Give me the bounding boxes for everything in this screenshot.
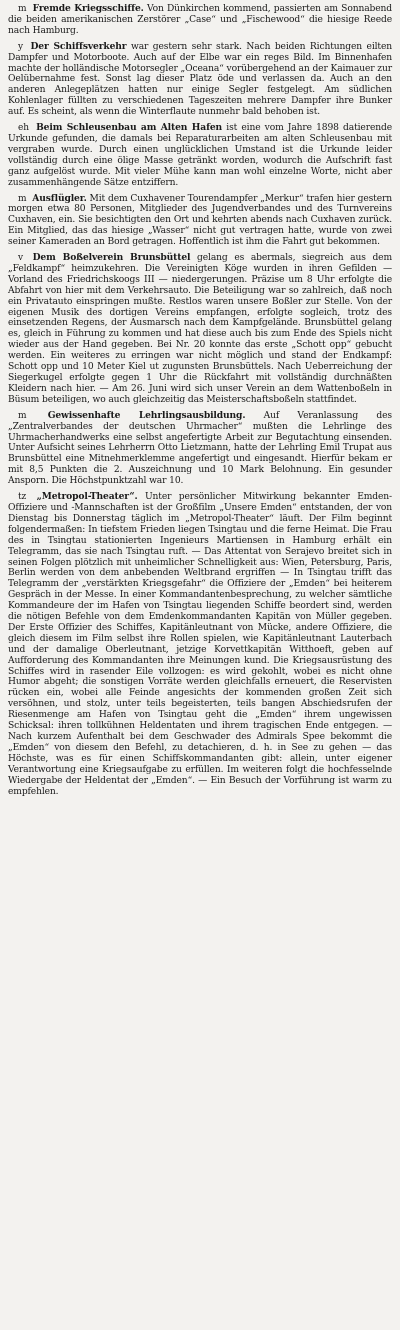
author-marker: m xyxy=(18,193,27,204)
article-headline: „Metropol-Theater“. xyxy=(36,491,138,503)
article-body: Mit dem Cuxhavener Tourendampfer „Merkur“ trafen hier gestern morgen etwa 80 Personen, Mitglieder des Jugendverbandes und des Turnvereins Cuxhaven, ein. Sie besichtigten den Ort und kehrten abends nach Cuxhaven zurück. Ein Mitglied, das das hiesige „Wasser“ nicht gut vertragen hatte, wurde von zwei seiner Kameraden an Bord getragen. Hoffentlich ist ihm die Fahrt gut bekommen. xyxy=(8,193,392,248)
article-schiffsverkehr xyxy=(8,42,392,118)
author-marker: eh xyxy=(18,123,29,134)
article-headline: Ausflügler. xyxy=(32,192,87,204)
article-fremde-kriegsschiffe xyxy=(8,4,392,37)
article-body: ist eine vom Jahre 1898 datierende Urkunde gefunden, die damals bei Reparaturarbeiten am alten Schleusenbau mit vergraben wurde. Durch einen unglücklichen Umstand ist die Urkunde leider vollständig durch eine ölige Masse getränkt worden, wodurch die Aufschrift fast ganz aufgelöst wurde. Mit vieler Mühe kann man wohl einzelne Worte, nicht aber zusammenhängende Sätze entziffern. xyxy=(8,123,392,188)
article-paragraph xyxy=(8,411,392,487)
author-marker: v xyxy=(18,253,23,264)
author-marker: y xyxy=(18,41,23,52)
article-lehrlingsausbildung xyxy=(8,411,392,487)
article-paragraph xyxy=(8,42,392,118)
article-headline: Der Schiffsverkehr xyxy=(30,40,127,52)
article-body: Von Dünkirchen kommend, passierten am Sonnabend die beiden amerikanischen Zerstörer „Case“ und „Fischewood“ die hiesige Reede nach Hamburg. xyxy=(8,4,393,36)
author-marker: tz xyxy=(18,492,27,503)
article-headline: Beim Schleusenbau am Alten Hafen xyxy=(36,122,223,134)
author-marker: m xyxy=(18,410,27,421)
article-bosselverein xyxy=(8,253,392,406)
article-body: Unter persönlicher Mitwirkung bekannter Emden-Offiziere und -Mannschaften ist der Großfilm „Unsere Emden“ entstanden, der von Dienstag bis Donnerstag täglich im „Metropol-Theater“ läuft. Der Film beginnt folgendermaßen: In tiefstem Frieden liegen Tsingtau und die ferne Heimat. Die Frau des in Tsingtau stationierten Ingenieurs Martiensen in Hamburg erhält ein Telegramm, das sie nach Tsingtau ruft. — Das Attentat von Serajevo breitet sich in seinen Folgen plötzlich mit unheimlicher Schnelligkeit aus: Wien, Petersburg, Paris, Berlin werden von dem anbebenden Weltbrand ergriffen — In Tsingtau trifft das Telegramm der „verstärkten Kriegsgefahr“ die Offiziere der „Emden“ bei heiterem Gespräch in der Messe. In einer Kommandantenbesprechung, zu welcher sämtliche Kommandeure der im Hafen von Tsingtau liegenden Schiffe beordert sind, werden die nötigen Befehle von dem Emdenkommandanten Kapitän von Müller gegeben. Der Erste Offizier des Schiffes, Kapitänleutnant von Mücke, andere Offiziere, die gleich diesem im Film selbst ihre Rollen spielen, wie Kapitänleutnant Lauterbach und der damalige Oberleutnant, jetzige Korvettkapitän Witthoeft, geben auf Aufforderung des Kommandanten ihre Meinungen kund. Die Kriegsausrüstung des Schiffes wird in rasender Eile vollzogen: es wird gekohlt, wobei es nicht ohne Humor abgeht; die sonstigen Vorräte werden gleichfalls erneuert, die Reservisten rücken ein, wobei alle Feinde angesichts der kommenden großen Zeit sich versöhnen, und stolz, unter teils begeisterten, teils bangen Abschiedsrufen der Riesenmenge am Hafen von Tsingtau geht die „Emden“ ihrem ungewissen Schicksal: ihren tollkühnen Heldentaten und ihrem tragischen Ende entgegen. — Nach kurzem Aufenthalt bei dem Geschwader des Admirals Spee bekommt die „Emden“ von diesem den Befehl, zu detachieren, d. h. in See zu gehen — das Höchste, was es für einen Schiffskommandanten gibt: allein, unter eigener Verantwortung eine Kriegsaufgabe zu erfüllen. Im weiteren folgt die hochfesselnde Wiedergabe der Heldentat der „Emden“. — Ein Besuch der Vorführung ist warm zu empfehlen. xyxy=(8,492,393,797)
article-body: war gestern sehr stark. Nach beiden Richtungen eilten Dampfer und Motorboote. Auch auf der Elbe war ein reges Bild. Im Binnenhafen machte der holländische Motorsegler „Oceana“ vorübergehend an der Kaimauer zur Oelübernahme fest. Sonst lag dieser Platz öde und verlassen da. Auch an den anderen Anlegeplätzen hatten nur einige Segler festgelegt. Am südlichen Kohlenlager füllten zu verschiedenen Tageszeiten mehrere Dampfer ihre Bunker auf. Es scheint, als wenn die Winterflaute nunmehr bald behoben ist. xyxy=(8,41,392,118)
article-headline: Fremde Kriegsschiffe. xyxy=(32,3,144,14)
article-body: Auf Veranlassung des „Zentralverbandes der deutschen Uhrmacher“ mußten die Lehrlinge des Uhrmacherhandwerks eine selbst angefertigte Arbeit zur Begutachtung einsenden. Unter Aufsicht seines Lehrherrn Otto Lietzmann, hatte der Lehrling Emil Trupat aus Brunsbüttel eine Mitnehmerklemme angefertigt und eingesandt. Hierfür bekam er mit 8,5 Punkten die 2. Auszeichnung und 10 Mark Belohnung. Ein gesunder Ansporn. Die Höchstpunktzahl war 10. xyxy=(8,410,392,487)
article-paragraph xyxy=(8,123,392,188)
article-paragraph xyxy=(8,4,392,37)
article-headline: Gewissenhafte Lehrlingsausbildung. xyxy=(47,409,246,421)
article-body: gelang es abermals, siegreich aus dem „Feldkampf“ heimzukehren. Die Vereinigten Köge wurden in ihren Gefilden — Vorland des Friedrichskoogs III — niedergerungen. Präzise um 8 Uhr erfolgte die Abfahrt von hier mit dem Verkehrsauto. Die Beteiligung war so zahlreich, daß noch ein Privatauto einspringen mußte. Restlos waren unsere Boßler zur Stelle. Von der eigenen Musik des dortigen Vereins empfangen, erfolgte sogleich, trotz des einsetzenden Regens, der Ausmarsch nach dem Kampfgelände. Brunsbüttel gelang es, gleich in Führung zu kommen und hat diese auch bis zum Ende des Spiels nicht wieder aus der Hand gegeben. Bei Nr. 20 konnte das erste „Schott opp“ gebucht werden. Ein weiteres zu erringen war nicht möglich und stand der Endkampf: Schott opp und 10 Meter Kiel ut zugunsten Brunsbüttels. Nach Ueberreichung der Siegerkugel erfolgte gegen 1 Uhr die Rückfahrt mit vollständig durchnäßten Kleidern nach hier. — Am 26. Juni wird sich unser Verein an dem Wattenboßeln in Büsum beteiligen, wo auch gleichzeitig das Meisterschaftsboßeln stattfindet. xyxy=(8,253,392,405)
article-schleusenbau xyxy=(8,123,392,188)
article-metropol-theater xyxy=(8,492,392,797)
author-marker: m xyxy=(18,4,27,14)
news-column xyxy=(8,4,392,797)
article-paragraph xyxy=(8,194,392,249)
article-headline: Dem Boßelverein Brunsbüttel xyxy=(32,252,191,264)
article-paragraph xyxy=(8,253,392,406)
article-paragraph xyxy=(8,492,392,797)
article-ausfluegler xyxy=(8,194,392,249)
